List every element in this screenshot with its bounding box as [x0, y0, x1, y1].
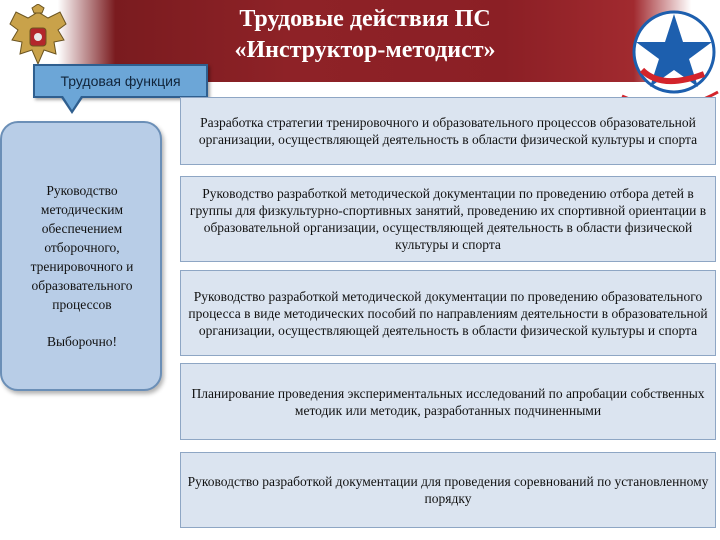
labor-action-item — [180, 363, 716, 440]
labor-function-panel — [0, 121, 162, 391]
title-line-2: «Инструктор-методист» — [234, 37, 496, 63]
labor-action-text: Руководство разработкой документации для проведения соревнований по установленному порядку — [187, 474, 709, 506]
labor-action-item — [180, 270, 716, 356]
selective-note: Выборочно! — [46, 334, 118, 349]
labor-action-text: Разработка стратегии тренировочного и образовательного процессов образовательной организации, осуществляющей деятельность в области физической культуры и спорта — [198, 115, 698, 147]
labor-action-text: Руководство разработкой методической документации по проведению образовательного процесса в виде методических пособий по направлениям деятельности в образовательной организации, осуществляющей деятельность в области физической культуры и спорта — [188, 288, 708, 338]
double-headed-eagle-emblem-icon — [6, 4, 70, 70]
labor-action-text: Руководство разработкой методической документации по проведению отбора детей в группы для физкультурно-спортивных занятий, проведению их спортивной ориентации в образовательной организации, осуществляющей деятельность в области физической культуры и спорта — [189, 186, 707, 252]
labor-action-text: Планирование проведения экспериментальных исследований по апробации собственных методик или методик, разработанных подчиненными — [191, 385, 705, 418]
labor-function-label: Трудовая функция — [33, 64, 208, 98]
labor-action-item — [180, 452, 716, 528]
labor-action-item — [180, 176, 716, 262]
labor-action-item — [180, 97, 716, 165]
labor-function-text: Руководство методическим обеспечением отборочного, тренировочного и образовательного процессов — [30, 183, 134, 312]
title-line-1: Трудовые действия ПС — [239, 6, 491, 32]
callout-pointer-fill — [63, 96, 81, 110]
page-title — [205, 4, 525, 66]
